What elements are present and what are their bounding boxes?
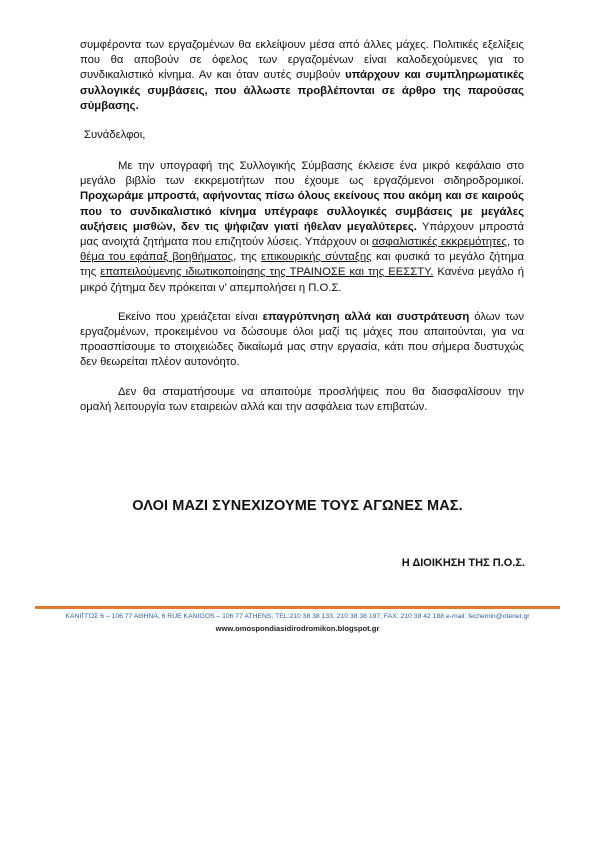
greeting: Συνάδελφοι, [84,129,146,142]
paragraph-3-bold: επαγρύπνηση αλλά και συστράτευση [262,310,470,323]
footer-address: ΚΑΝΙΓΓΟΣ 6 – 106 77 ΑΘΗΝΑ, 6 RUE KANIGOS – 106 77 ATHENS, TEL:210 38 38 133, 210 38 38 197, FAX: 210 38 42 188 e-mail: fechemin@otenet.gr [65,613,530,620]
paragraph-2-text-5: και φυσικά το μεγάλο ζήτημα της [80,251,524,279]
closing-slogan: ΟΛΟΙ ΜΑΖΙ ΣΥΝΕΧΙΖΟΥΜΕ ΤΟΥΣ ΑΓΩΝΕΣ ΜΑΣ. [132,498,463,514]
underlined-auxiliary-pension: επικουρικής σύνταξης [261,251,372,264]
paragraph-3-text-1: Εκείνο που χρειάζεται είναι [118,310,263,323]
signature: Η ΔΙΟΙΚΗΣΗ ΤΗΣ Π.Ο.Σ. [401,557,525,569]
underlined-insurance-issues: ασφαλιστικές εκκρεμότητες [372,236,507,249]
paragraph-3-text-2: όλων των εργαζομένων, προκειμένου να δώσουμε όλοι μαζί τις μάχες που απαιτούνται, για να προασπίσουμε το στοιχειώδες δικαίωμά μας στην εργασία, κάτι που σήμερα δυστυχώς δεν θεωρείται πλέον αυτονόητο. [80,310,524,369]
paragraph-3 [80,310,524,371]
footer-divider [35,606,560,609]
underlined-privatization-issue: επαπειλούμενης ιδιωτικοποίησης της ΤΡΑΙΝΟΣΕ και της ΕΕΣΣΤΥ. [100,266,434,279]
letter-body [80,38,524,429]
footer-website-link[interactable]: www.omospondiasidirodromikon.blogspot.gr [215,624,380,633]
paragraph-1-text: συμφέροντα των εργαζομένων θα εκλείψουν μέσα από άλλες μάχες. Πολιτικές εξελίξεις που θα αποβούν σε όφελος των εργαζομένων είναι καλοδεχούμενες για το συνδικαλιστικό κίνημα. Αν και όταν αυτές συμβούν [80,39,524,82]
paragraph-2-text-2: Υπάρχουν μπροστά μας ανοιχτά ζητήματα που επιζητούν λύσεις. Υπάρχουν οι [80,220,524,249]
paragraph-2-text-3: , το [507,236,524,249]
paragraph-2-text-6: Κανένα μεγάλο ή μικρό ζήτημα δεν πρόκειται ν’ απεμπολήσει η Π.Ο.Σ. [80,266,524,294]
paragraph-4: Δεν θα σταματήσουμε να απαιτούμε προσλήψεις που θα διασφαλίσουν την ομαλή λειτουργία των εταιρειών αλλά και την ασφάλεια των επιβατών. [80,385,524,413]
paragraph-2-text-4: , της [233,251,262,264]
paragraph-2 [80,159,524,296]
paragraph-1 [80,38,524,114]
paragraph-2-bold: Προχωράμε μπροστά, αφήνοντας πίσω όλους εκείνους που ακόμη και σε καιρούς που το συνδικαλιστικό κίνημα υπέγραφε συλλογικές συμβάσεις με μεγάλες αυξήσεις μισθών, δεν τις ψήφιζαν γιατί ήθελαν μεγαλύτερες. [80,190,524,233]
paragraph-2-text-1: Με την υπογραφή της Συλλογικής Σύμβασης έκλεισε ένα μικρό κεφάλαιο στο μεγάλο βιβλίο των εκκρεμοτήτων που έχουμε ως εργαζόμενοι σιδηροδρομικοί. [80,160,524,188]
underlined-lump-sum-issue: θέμα του εφάπαξ βοηθήματος [80,251,234,264]
paragraph-1-bold: υπάρχουν και συμπληρωματικές συλλογικές συμβάσεις, που άλλωστε προβλέπονται σε άρθρο της παρούσας σύμβασης. [80,69,524,112]
